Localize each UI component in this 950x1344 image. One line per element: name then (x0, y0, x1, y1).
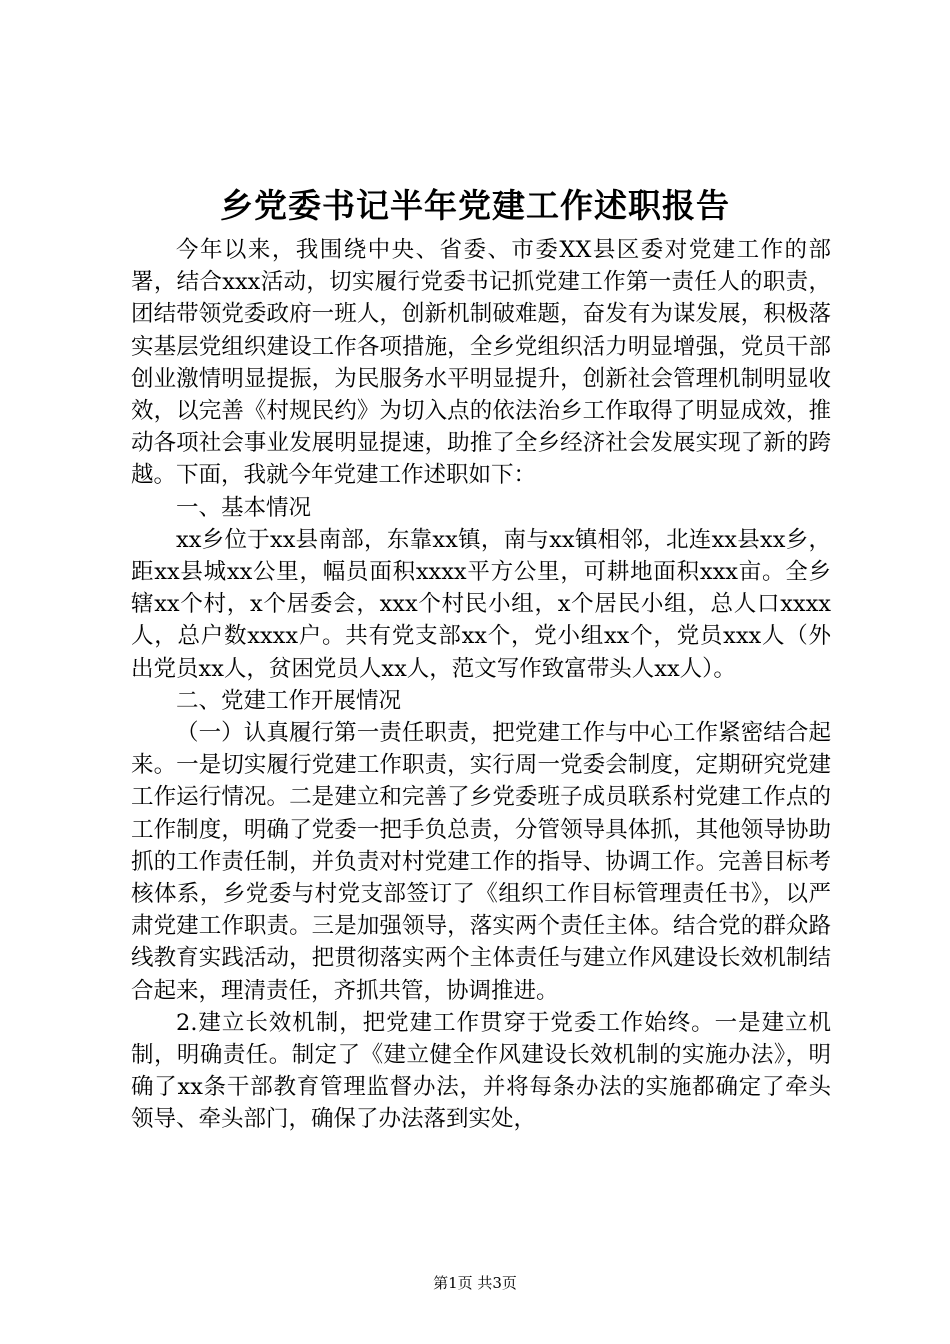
intro-paragraph: 今年以来，我围绕中央、省委、市委XX县区委对党建工作的部署，结合xxx活动，切实履行党委书记抓党建工作第一责任人的职责，团结带领党委政府一班人，创新机制破难题，奋发有为谋发展，积极落实基层党组织建设工作各项措施，全乡党组织活力明显增强，党员干部创业激情明显提振，为民服务水平明显提升，创新社会管理机制明显收效，以完善《村规民约》为切入点的依法治乡工作取得了明显成效，推动各项社会事业发展明显提速，助推了全乡经济社会发展实现了新的跨越。下面，我就今年党建工作述职如下： (131, 237, 831, 489)
work-item-2-paragraph: 2.建立长效机制，把党建工作贯穿于党委工作始终。一是建立机制，明确责任。制定了《建立健全作风建设长效机制的实施办法》，明确了xx条干部教育管理监督办法，并将每条办法的实施都确定了牵头领导、牵头部门，确保了办法落到实处， (131, 1009, 831, 1133)
section-heading-basic-info: 一、基本情况 (176, 494, 312, 521)
basic-info-paragraph: xx乡位于xx县南部，东靠xx镇，南与xx镇相邻，北连xx县xx乡，距xx县城xx公里，幅员面积xxxx平方公里，可耕地面积xxx亩。全乡辖xx个村，x个居委会，xxx个村民小组，x个居民小组，总人口xxxx人，总户数xxxx户。共有党支部xx个，党小组xx个，党员xxx人（外出党员xx人，贫困党员人xx人，范文写作致富带头人xx人）。 (131, 526, 831, 682)
document-title: 乡党委书记半年党建工作述职报告 (220, 186, 730, 225)
page-footer: 第1页 共3页 (433, 1274, 517, 1292)
work-item-1-paragraph: （一）认真履行第一责任职责，把党建工作与中心工作紧密结合起来。一是切实履行党建工作职责，实行周一党委会制度，定期研究党建工作运行情况。二是建立和完善了乡党委班子成员联系村党建工作点的工作制度，明确了党委一把手负总责，分管领导具体抓，其他领导协助抓的工作责任制，并负责对村党建工作的指导、协调工作。完善目标考核体系，乡党委与村党支部签订了《组织工作目标管理责任书》，以严肃党建工作职责。三是加强领导，落实两个责任主体。结合党的群众路线教育实践活动，把贯彻落实两个主体责任与建立作风建设长效机制结合起来，理清责任，齐抓共管，协调推进。 (131, 720, 831, 1004)
section-heading-work-progress: 二、党建工作开展情况 (176, 687, 402, 714)
document-body (131, 234, 831, 1136)
